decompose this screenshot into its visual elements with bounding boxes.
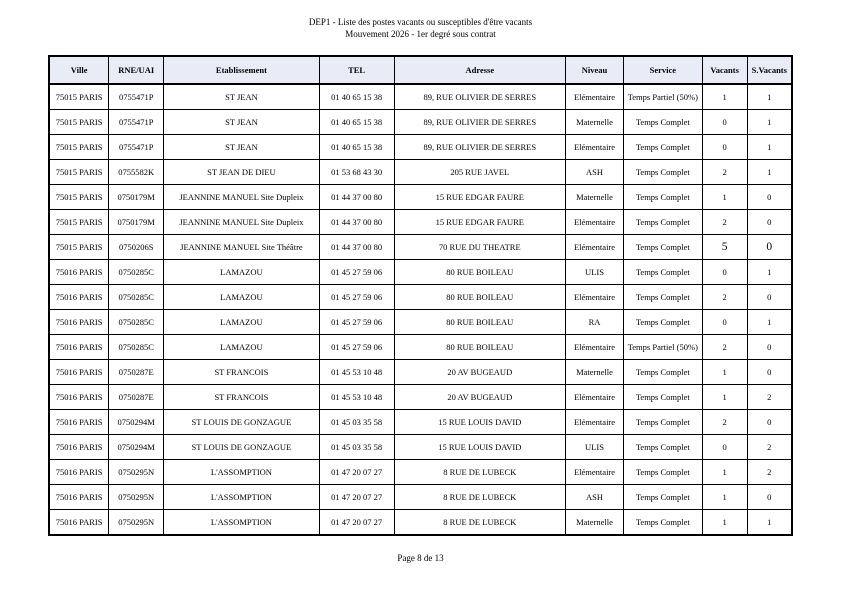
cell-tel: 01 45 27 59 06: [319, 285, 394, 310]
cell-rne-uai: 0750179M: [109, 185, 164, 210]
cell-s-vacants: 1: [747, 510, 792, 536]
cell-niveau: Elémentaire: [566, 285, 624, 310]
cell-niveau: ASH: [566, 485, 624, 510]
cell-service: Temps Complet: [623, 135, 702, 160]
cell-tel: 01 45 03 35 58: [319, 435, 394, 460]
cell-vacants: 5: [702, 235, 747, 260]
cell-service: Temps Complet: [623, 310, 702, 335]
cell-etablissement: JEANNINE MANUEL Site Théâtre: [164, 235, 320, 260]
cell-etablissement: L'ASSOMPTION: [164, 485, 320, 510]
cell-service: Temps Complet: [623, 460, 702, 485]
cell-rne-uai: 0755471P: [109, 84, 164, 110]
cell-s-vacants: 1: [747, 310, 792, 335]
cell-tel: 01 47 20 07 27: [319, 460, 394, 485]
cell-tel: 01 44 37 00 80: [319, 210, 394, 235]
cell-niveau: Elémentaire: [566, 84, 624, 110]
cell-adresse: 205 RUE JAVEL: [394, 160, 566, 185]
cell-etablissement: ST JEAN: [164, 110, 320, 135]
cell-rne-uai: 0750295N: [109, 460, 164, 485]
cell-niveau: Maternelle: [566, 110, 624, 135]
cell-ville: 75016 PARIS: [49, 260, 109, 285]
table-row: [49, 84, 792, 110]
cell-adresse: 89, RUE OLIVIER DE SERRES: [394, 135, 566, 160]
column-header-service: Service: [623, 56, 702, 84]
cell-niveau: Elémentaire: [566, 210, 624, 235]
cell-etablissement: ST JEAN: [164, 84, 320, 110]
cell-ville: 75016 PARIS: [49, 435, 109, 460]
cell-niveau: Elémentaire: [566, 335, 624, 360]
cell-rne-uai: 0750285C: [109, 260, 164, 285]
title-line-2: Mouvement 2026 - 1er degré sous contrat: [345, 29, 496, 39]
cell-rne-uai: 0750179M: [109, 210, 164, 235]
cell-ville: 75016 PARIS: [49, 385, 109, 410]
cell-service: Temps Complet: [623, 485, 702, 510]
cell-vacants: 2: [702, 285, 747, 310]
cell-etablissement: JEANNINE MANUEL Site Dupleix: [164, 210, 320, 235]
cell-service: Temps Complet: [623, 185, 702, 210]
document-title: [0, 16, 841, 40]
cell-vacants: 2: [702, 160, 747, 185]
cell-adresse: 20 AV BUGEAUD: [394, 385, 566, 410]
cell-niveau: ASH: [566, 160, 624, 185]
column-header-etablissement: Etablissement: [164, 56, 320, 84]
cell-adresse: 80 RUE BOILEAU: [394, 310, 566, 335]
cell-service: Temps Complet: [623, 210, 702, 235]
cell-etablissement: LAMAZOU: [164, 260, 320, 285]
cell-tel: 01 47 20 07 27: [319, 510, 394, 536]
cell-service: Temps Complet: [623, 110, 702, 135]
cell-etablissement: ST FRANCOIS: [164, 385, 320, 410]
table-row: [49, 285, 792, 310]
cell-adresse: 15 RUE EDGAR FAURE: [394, 185, 566, 210]
cell-vacants: 1: [702, 460, 747, 485]
cell-rne-uai: 0750287E: [109, 360, 164, 385]
cell-vacants: 1: [702, 84, 747, 110]
cell-ville: 75015 PARIS: [49, 160, 109, 185]
cell-vacants: 0: [702, 310, 747, 335]
cell-rne-uai: 0755582K: [109, 160, 164, 185]
cell-vacants: 0: [702, 260, 747, 285]
table-row: [49, 460, 792, 485]
cell-etablissement: LAMAZOU: [164, 310, 320, 335]
cell-s-vacants: 1: [747, 84, 792, 110]
cell-adresse: 80 RUE BOILEAU: [394, 260, 566, 285]
cell-adresse: 8 RUE DE LUBECK: [394, 485, 566, 510]
cell-rne-uai: 0750294M: [109, 410, 164, 435]
cell-service: Temps Partiel (50%): [623, 335, 702, 360]
cell-vacants: 2: [702, 410, 747, 435]
cell-tel: 01 40 65 15 38: [319, 135, 394, 160]
cell-vacants: 1: [702, 360, 747, 385]
table-header-row: [49, 56, 792, 84]
cell-etablissement: ST LOUIS DE GONZAGUE: [164, 435, 320, 460]
column-header-vacants: Vacants: [702, 56, 747, 84]
cell-adresse: 80 RUE BOILEAU: [394, 335, 566, 360]
cell-rne-uai: 0755471P: [109, 135, 164, 160]
cell-service: Temps Complet: [623, 410, 702, 435]
cell-s-vacants: 2: [747, 460, 792, 485]
cell-ville: 75016 PARIS: [49, 460, 109, 485]
column-header-ville: Ville: [49, 56, 109, 84]
table-row: [49, 510, 792, 536]
cell-vacants: 0: [702, 135, 747, 160]
cell-etablissement: ST JEAN DE DIEU: [164, 160, 320, 185]
cell-tel: 01 45 53 10 48: [319, 360, 394, 385]
cell-rne-uai: 0755471P: [109, 110, 164, 135]
cell-vacants: 0: [702, 435, 747, 460]
cell-ville: 75015 PARIS: [49, 210, 109, 235]
cell-service: Temps Complet: [623, 435, 702, 460]
cell-niveau: Elémentaire: [566, 385, 624, 410]
vacant-posts-table: [48, 55, 793, 536]
column-header-niveau: Niveau: [566, 56, 624, 84]
cell-vacants: 1: [702, 185, 747, 210]
cell-niveau: RA: [566, 310, 624, 335]
cell-niveau: Maternelle: [566, 360, 624, 385]
cell-niveau: Maternelle: [566, 185, 624, 210]
table-row: [49, 260, 792, 285]
cell-niveau: ULIS: [566, 435, 624, 460]
cell-s-vacants: 0: [747, 410, 792, 435]
cell-tel: 01 45 03 35 58: [319, 410, 394, 435]
cell-rne-uai: 0750295N: [109, 510, 164, 536]
table-row: [49, 160, 792, 185]
cell-s-vacants: 0: [747, 335, 792, 360]
cell-etablissement: ST JEAN: [164, 135, 320, 160]
cell-service: Temps Complet: [623, 235, 702, 260]
table-row: [49, 310, 792, 335]
cell-ville: 75016 PARIS: [49, 335, 109, 360]
cell-adresse: 15 RUE LOUIS DAVID: [394, 435, 566, 460]
table-row: [49, 110, 792, 135]
table-row: [49, 410, 792, 435]
table-row: [49, 360, 792, 385]
table-body: [49, 84, 792, 535]
column-header-s-vacants: S.Vacants: [747, 56, 792, 84]
cell-tel: 01 45 53 10 48: [319, 385, 394, 410]
cell-tel: 01 45 27 59 06: [319, 310, 394, 335]
cell-service: Temps Complet: [623, 510, 702, 536]
cell-s-vacants: 1: [747, 260, 792, 285]
cell-ville: 75016 PARIS: [49, 485, 109, 510]
cell-s-vacants: 1: [747, 160, 792, 185]
cell-s-vacants: 2: [747, 435, 792, 460]
cell-s-vacants: 0: [747, 360, 792, 385]
title-line-1: DEP1 - Liste des postes vacants ou susceptibles d'être vacants: [308, 17, 533, 27]
column-header-tel: TEL: [319, 56, 394, 84]
cell-niveau: ULIS: [566, 260, 624, 285]
cell-adresse: 15 RUE EDGAR FAURE: [394, 210, 566, 235]
cell-rne-uai: 0750285C: [109, 285, 164, 310]
cell-niveau: Elémentaire: [566, 235, 624, 260]
cell-ville: 75015 PARIS: [49, 110, 109, 135]
cell-etablissement: LAMAZOU: [164, 335, 320, 360]
cell-rne-uai: 0750285C: [109, 310, 164, 335]
cell-service: Temps Complet: [623, 160, 702, 185]
cell-s-vacants: 0: [747, 210, 792, 235]
column-header-adresse: Adresse: [394, 56, 566, 84]
cell-etablissement: JEANNINE MANUEL Site Dupleix: [164, 185, 320, 210]
cell-tel: 01 47 20 07 27: [319, 485, 394, 510]
cell-vacants: 2: [702, 210, 747, 235]
cell-rne-uai: 0750285C: [109, 335, 164, 360]
cell-etablissement: LAMAZOU: [164, 285, 320, 310]
cell-tel: 01 44 37 00 80: [319, 235, 394, 260]
cell-ville: 75016 PARIS: [49, 510, 109, 536]
cell-tel: 01 40 65 15 38: [319, 84, 394, 110]
cell-ville: 75015 PARIS: [49, 235, 109, 260]
cell-adresse: 8 RUE DE LUBECK: [394, 460, 566, 485]
cell-tel: 01 53 68 43 30: [319, 160, 394, 185]
table-row: [49, 210, 792, 235]
cell-vacants: 2: [702, 335, 747, 360]
cell-s-vacants: 0: [747, 235, 792, 260]
cell-niveau: Elémentaire: [566, 460, 624, 485]
cell-niveau: Maternelle: [566, 510, 624, 536]
table-row: [49, 185, 792, 210]
table-row: [49, 135, 792, 160]
cell-tel: 01 45 27 59 06: [319, 335, 394, 360]
cell-tel: 01 45 27 59 06: [319, 260, 394, 285]
cell-ville: 75015 PARIS: [49, 135, 109, 160]
cell-ville: 75015 PARIS: [49, 185, 109, 210]
cell-etablissement: L'ASSOMPTION: [164, 460, 320, 485]
cell-service: Temps Partiel (50%): [623, 84, 702, 110]
table-row: [49, 335, 792, 360]
table-row: [49, 435, 792, 460]
cell-vacants: 1: [702, 385, 747, 410]
cell-vacants: 0: [702, 110, 747, 135]
cell-s-vacants: 1: [747, 110, 792, 135]
cell-adresse: 15 RUE LOUIS DAVID: [394, 410, 566, 435]
cell-ville: 75016 PARIS: [49, 410, 109, 435]
column-header-rne-uai: RNE/UAI: [109, 56, 164, 84]
cell-adresse: 20 AV BUGEAUD: [394, 360, 566, 385]
cell-ville: 75016 PARIS: [49, 310, 109, 335]
cell-adresse: 80 RUE BOILEAU: [394, 285, 566, 310]
cell-adresse: 70 RUE DU THEATRE: [394, 235, 566, 260]
cell-rne-uai: 0750294M: [109, 435, 164, 460]
cell-ville: 75015 PARIS: [49, 84, 109, 110]
cell-service: Temps Complet: [623, 360, 702, 385]
page-number: Page 8 de 13: [397, 553, 444, 563]
cell-rne-uai: 0750206S: [109, 235, 164, 260]
cell-adresse: 89, RUE OLIVIER DE SERRES: [394, 84, 566, 110]
cell-etablissement: ST LOUIS DE GONZAGUE: [164, 410, 320, 435]
table-row: [49, 485, 792, 510]
cell-vacants: 1: [702, 485, 747, 510]
cell-adresse: 89, RUE OLIVIER DE SERRES: [394, 110, 566, 135]
cell-tel: 01 40 65 15 38: [319, 110, 394, 135]
table-row: [49, 385, 792, 410]
cell-ville: 75016 PARIS: [49, 360, 109, 385]
cell-s-vacants: 0: [747, 485, 792, 510]
cell-s-vacants: 0: [747, 285, 792, 310]
cell-s-vacants: 1: [747, 135, 792, 160]
table-row: [49, 235, 792, 260]
cell-vacants: 1: [702, 510, 747, 536]
cell-niveau: Elémentaire: [566, 410, 624, 435]
cell-adresse: 8 RUE DE LUBECK: [394, 510, 566, 536]
cell-ville: 75016 PARIS: [49, 285, 109, 310]
cell-s-vacants: 0: [747, 185, 792, 210]
cell-etablissement: ST FRANCOIS: [164, 360, 320, 385]
cell-service: Temps Complet: [623, 285, 702, 310]
cell-niveau: Elémentaire: [566, 135, 624, 160]
cell-service: Temps Complet: [623, 260, 702, 285]
cell-tel: 01 44 37 00 80: [319, 185, 394, 210]
cell-s-vacants: 2: [747, 385, 792, 410]
cell-service: Temps Complet: [623, 385, 702, 410]
cell-etablissement: L'ASSOMPTION: [164, 510, 320, 536]
cell-rne-uai: 0750287E: [109, 385, 164, 410]
cell-rne-uai: 0750295N: [109, 485, 164, 510]
